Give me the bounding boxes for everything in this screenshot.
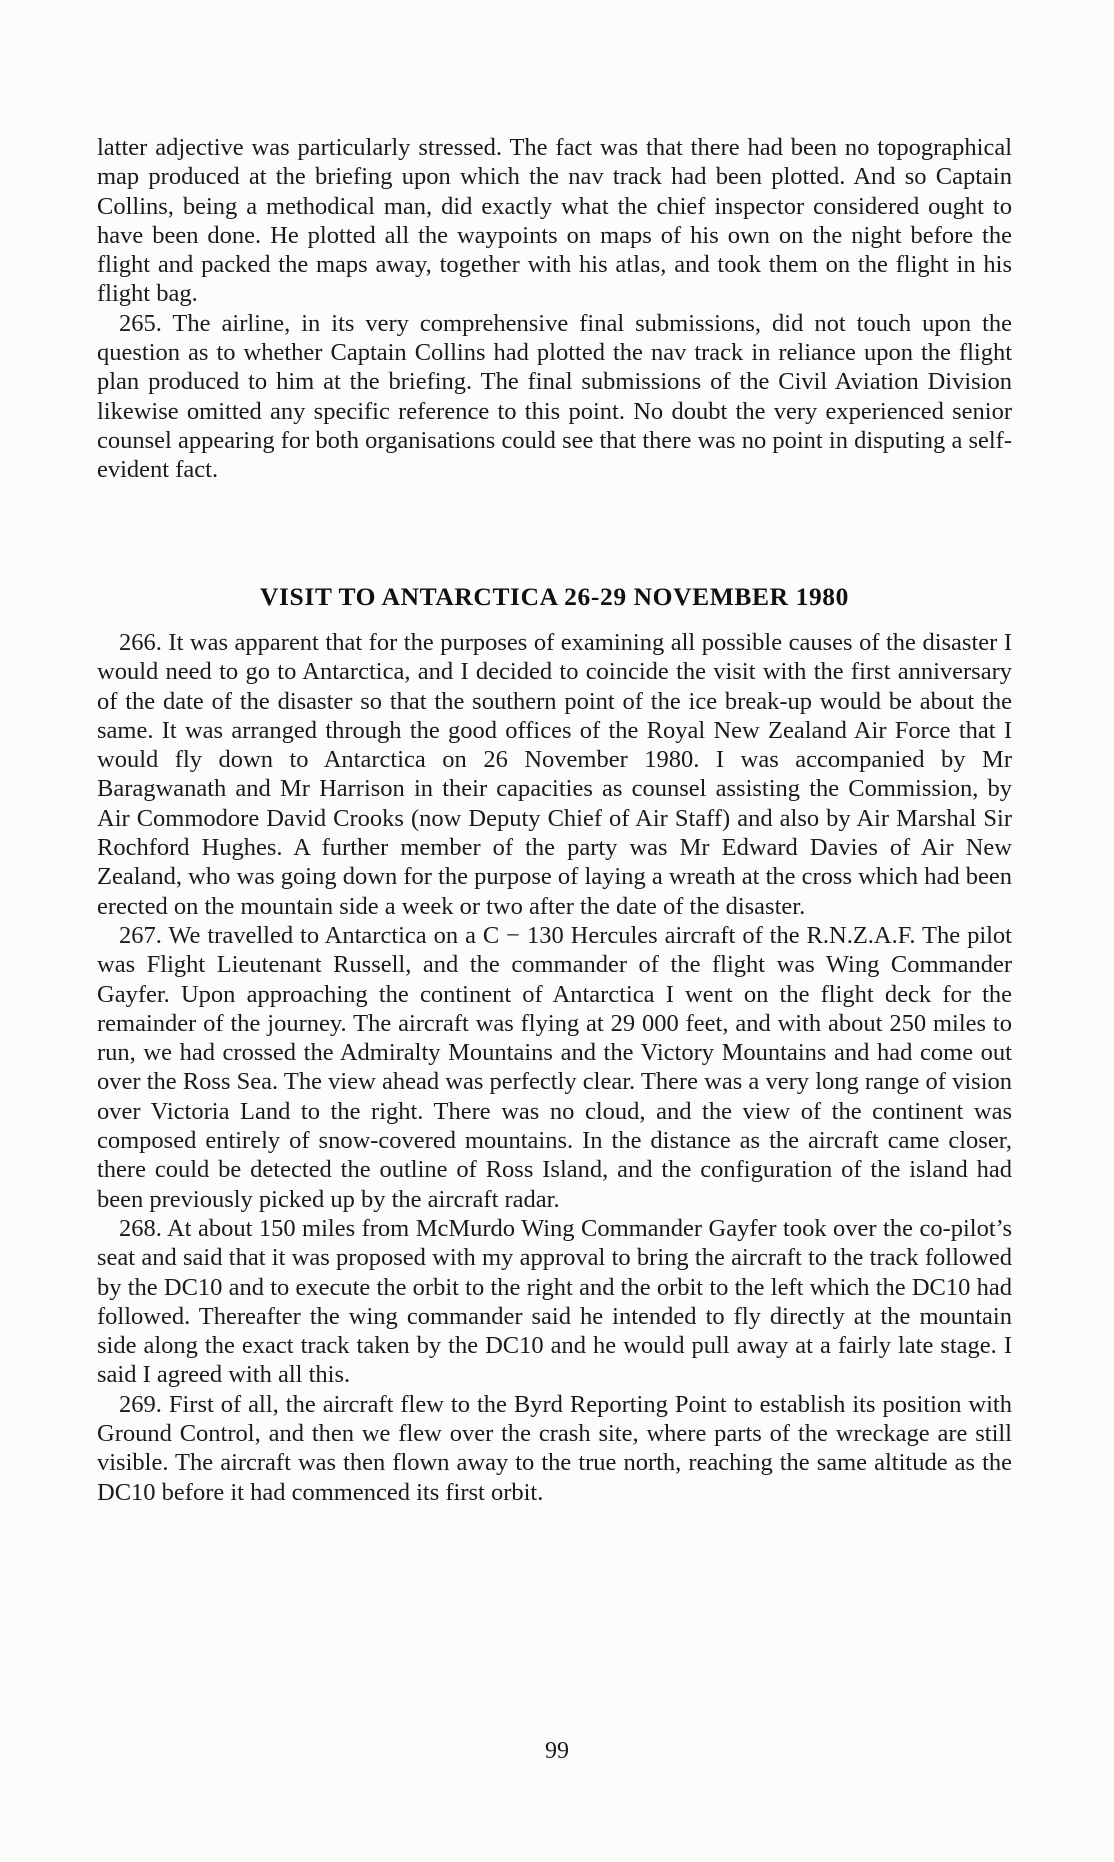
page-number: 99	[545, 1738, 569, 1764]
paragraph-continued: latter adjective was particularly stressed. The fact was that there had been no topographical map produced at the briefing upon which the nav track had been plotted. And so Captain Collins, being a methodical man, did exactly what the chief inspector considered ought to have been done. He plotted all the waypoints on maps of his own on the night before the flight and packed the maps away, together with his atlas, and took them on the flight in his flight bag.	[97, 134, 1012, 308]
body-text-bottom	[97, 628, 1012, 1507]
paragraph-266: 266. It was apparent that for the purposes of examining all possible causes of the disaster I would need to go to Antarctica, and I decided to coincide the visit with the first anniversary of the date of the disaster so that the southern point of the ice break-up would be about the same. It was arranged through the good offices of the Royal New Zealand Air Force that I would fly down to Antarctica on 26 November 1980. I was accompanied by Mr Baragwanath and Mr Harrison in their capacities as counsel assisting the Commission, by Air Commodore David Crooks (now Deputy Chief of Air Staff) and also by Air Marshal Sir Rochford Hughes. A further member of the party was Mr Edward Davies of Air New Zealand, who was going down for the purpose of laying a wreath at the cross which had been erected on the mountain side a week or two after the date of the disaster.	[97, 629, 1012, 920]
section-heading: VISIT TO ANTARCTICA 26-29 NOVEMBER 1980	[260, 582, 849, 611]
paragraph-269: 269. First of all, the aircraft flew to the Byrd Reporting Point to establish its position with Ground Control, and then we flew over the crash site, where parts of the wreckage are still visible. The aircraft was then flown away to the true north, reaching the same altitude as the DC10 before it had commenced its first orbit.	[97, 1390, 1012, 1506]
body-text-top	[97, 133, 1012, 485]
paragraph-268: 268. At about 150 miles from McMurdo Wing Commander Gayfer took over the co-pilot’s seat and said that it was proposed with my approval to bring the aircraft to the track followed by the DC10 and to execute the orbit to the right and the orbit to the left which the DC10 had followed. Thereafter the wing commander said he intended to fly directly at the mountain side along the exact track taken by the DC10 and he would pull away at a fairly late stage. I said I agreed with all this.	[97, 1214, 1012, 1389]
paragraph-265: 265. The airline, in its very comprehensive final submissions, did not touch upon the question as to whether Captain Collins had plotted the nav track in reliance upon the flight plan produced to him at the briefing. The final submissions of the Civil Aviation Division likewise omitted any specific reference to this point. No doubt the very experienced senior counsel appearing for both organisations could see that there was no point in disputing a self-evident fact.	[97, 309, 1012, 484]
paragraph-267: 267. We travelled to Antarctica on a C − 130 Hercules aircraft of the R.N.Z.A.F. The pilot was Flight Lieutenant Russell, and the commander of the flight was Wing Commander Gayfer. Upon approaching the continent of Antarctica I went on the flight deck for the remainder of the journey. The aircraft was flying at 29 000 feet, and with about 250 miles to run, we had crossed the Admiralty Mountains and the Victory Mountains and had come out over the Ross Sea. The view ahead was perfectly clear. There was a very long range of vision over Victoria Land to the right. There was no cloud, and the view of the continent was composed entirely of snow-covered mountains. In the distance as the aircraft came closer, there could be detected the outline of Ross Island, and the configuration of the island had been previously picked up by the aircraft radar.	[97, 921, 1012, 1213]
